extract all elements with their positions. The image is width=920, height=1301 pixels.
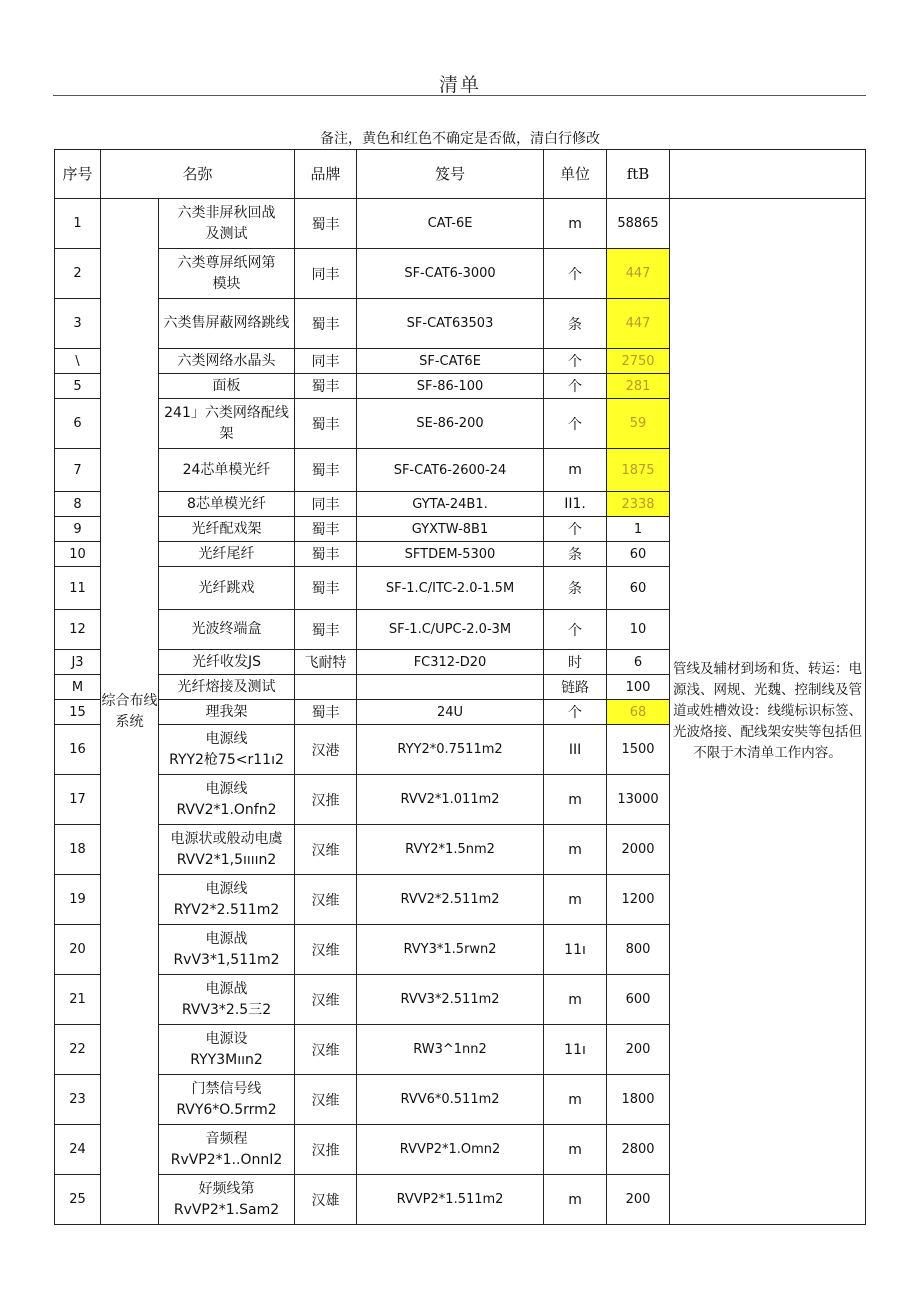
seq-cell: 11 [55,567,101,610]
item-name-cell: 24芯单模光纤 [159,449,295,492]
seq-cell: 9 [55,517,101,542]
seq-cell: 20 [55,925,101,975]
model-cell: GYTA-24B1. [357,492,544,517]
model-cell: RVY3*1.5rwn2 [357,925,544,975]
qty-cell: 1200 [607,875,670,925]
unit-cell: 时 [544,650,607,675]
unit-cell: 个 [544,700,607,725]
unit-cell: 个 [544,399,607,449]
qty-cell: 1500 [607,725,670,775]
brand-cell: 汉维 [295,975,357,1025]
model-cell [357,675,544,700]
qty-cell: 2000 [607,825,670,875]
unit-cell: m [544,1125,607,1175]
model-cell: RVVP2*1.Omn2 [357,1125,544,1175]
seq-cell: 19 [55,875,101,925]
model-cell: SF-CAT6-2600-24 [357,449,544,492]
item-name-cell: 六类非屏秋回战 及测试 [159,199,295,249]
model-cell: CAT-6E [357,199,544,249]
model-cell: RVV6*0.511m2 [357,1075,544,1125]
qty-cell: 59 [607,399,670,449]
seq-cell: 10 [55,542,101,567]
qty-cell: 2338 [607,492,670,517]
item-name-cell: 光纤尾纤 [159,542,295,567]
model-cell: SF-86-100 [357,374,544,399]
brand-cell: 同丰 [295,249,357,299]
item-name-cell: 六类尊屏纸网第 模块 [159,249,295,299]
item-name-cell: 理我架 [159,700,295,725]
qty-cell: 1875 [607,449,670,492]
item-name-cell: 门禁信号线 RVY6*O.5rrm2 [159,1075,295,1125]
document-title: 清单 [438,74,481,96]
model-cell: RVVP2*1.511m2 [357,1175,544,1225]
model-cell: RVV3*2.511m2 [357,975,544,1025]
brand-cell: 汉推 [295,775,357,825]
seq-cell: 7 [55,449,101,492]
qty-cell: 10 [607,610,670,650]
item-name-cell: 电源线 RYV2*2.511m2 [159,875,295,925]
unit-cell: III [544,725,607,775]
seq-cell: 8 [55,492,101,517]
brand-cell: 蜀丰 [295,567,357,610]
seq-cell: J3 [55,650,101,675]
qty-cell: 1 [607,517,670,542]
unit-cell: 11ı [544,1025,607,1075]
item-name-cell: 六类网络水晶头 [159,349,295,374]
header-seq: 序号 [55,150,101,199]
qty-cell: 1800 [607,1075,670,1125]
brand-cell: 汉维 [295,875,357,925]
model-cell: 24U [357,700,544,725]
item-name-cell: 六类售屏蔽网络跳线 [159,299,295,349]
qty-cell: 2800 [607,1125,670,1175]
model-cell: SF-1.C/UPC-2.0-3M [357,610,544,650]
unit-cell: m [544,199,607,249]
category-cell: 综合布线系统 [101,199,159,1225]
unit-cell: m [544,1175,607,1225]
brand-cell: 蜀丰 [295,449,357,492]
qty-cell: 58865 [607,199,670,249]
seq-cell: 17 [55,775,101,825]
seq-cell: 6 [55,399,101,449]
unit-cell: 条 [544,542,607,567]
seq-cell: 2 [55,249,101,299]
item-name-cell: 光纤收发JS [159,650,295,675]
seq-cell: 18 [55,825,101,875]
item-name-cell: 电源状或般动电虞 RVV2*1,5ıııın2 [159,825,295,875]
unit-cell: 个 [544,374,607,399]
model-cell: SF-1.C/ITC-2.0-1.5M [357,567,544,610]
seq-cell: M [55,675,101,700]
brand-cell: 蜀丰 [295,610,357,650]
table-row [55,199,866,249]
model-cell: SF-CAT63503 [357,299,544,349]
header-row [55,150,866,199]
model-cell: GYXTW-8B1 [357,517,544,542]
seq-cell: 15 [55,700,101,725]
brand-cell: 汉维 [295,925,357,975]
brand-cell: 汉港 [295,725,357,775]
title-divider [53,95,866,96]
item-name-cell: 好频线第 RvVP2*1.Sam2 [159,1175,295,1225]
seq-cell: 3 [55,299,101,349]
unit-cell: m [544,975,607,1025]
unit-cell: 个 [544,517,607,542]
unit-cell: m [544,875,607,925]
qty-cell: 200 [607,1025,670,1075]
brand-cell: 蜀丰 [295,399,357,449]
item-name-cell: 电源设 RYY3Mıın2 [159,1025,295,1075]
model-cell: RVY2*1.5nm2 [357,825,544,875]
seq-cell: 22 [55,1025,101,1075]
seq-cell: 5 [55,374,101,399]
brand-cell: 汉维 [295,1075,357,1125]
qty-cell: 13000 [607,775,670,825]
brand-cell: 汉推 [295,1125,357,1175]
qty-cell: 100 [607,675,670,700]
header-model: 笈号 [357,150,544,199]
item-name-cell: 电源战 RvV3*1,511m2 [159,925,295,975]
seq-cell: 12 [55,610,101,650]
seq-cell: 16 [55,725,101,775]
brand-cell: 汉雄 [295,1175,357,1225]
header-unit: 单位 [544,150,607,199]
remarks-cell: 管线及辅材到场和货、转运：电源浅、网规、光魏、控制线及管道或姓槽效设：线缆标识标签、光波烙接、配线架安奘等包括但不限于木清单工作内容。 [670,199,866,1225]
unit-cell: 个 [544,249,607,299]
model-cell: RYY2*0.7511m2 [357,725,544,775]
inventory-table [54,149,866,1225]
brand-cell: 汉维 [295,1025,357,1075]
seq-cell: 23 [55,1075,101,1125]
brand-cell: 飞耐特 [295,650,357,675]
unit-cell: 11ı [544,925,607,975]
model-cell: SFTDEM-5300 [357,542,544,567]
brand-cell [295,675,357,700]
model-cell: SF-CAT6E [357,349,544,374]
unit-cell: II1. [544,492,607,517]
brand-cell: 蜀丰 [295,517,357,542]
brand-cell: 蜀丰 [295,299,357,349]
item-name-cell: 电源战 RVV3*2.5三2 [159,975,295,1025]
item-name-cell: 8芯单模光纤 [159,492,295,517]
item-name-cell: 面板 [159,374,295,399]
unit-cell: 链路 [544,675,607,700]
item-name-cell: 光纤配戏架 [159,517,295,542]
qty-cell: 281 [607,374,670,399]
item-name-cell: 电源线 RYY2枪75<r11ı2 [159,725,295,775]
unit-cell: 条 [544,567,607,610]
model-cell: FC312-D20 [357,650,544,675]
qty-cell: 6 [607,650,670,675]
model-cell: RVV2*1.011m2 [357,775,544,825]
brand-cell: 蜀丰 [295,542,357,567]
qty-cell: 60 [607,567,670,610]
item-name-cell: 光波终端盒 [159,610,295,650]
qty-cell: 200 [607,1175,670,1225]
unit-cell: 条 [544,299,607,349]
header-qty: ftB [607,150,670,199]
item-name-cell: 光纤跳戏 [159,567,295,610]
qty-cell: 68 [607,700,670,725]
brand-cell: 汉维 [295,825,357,875]
seq-cell: 25 [55,1175,101,1225]
seq-cell: 21 [55,975,101,1025]
brand-cell: 蜀丰 [295,199,357,249]
item-name-cell: 音频程 RvVP2*1..OnnI2 [159,1125,295,1175]
item-name-cell: 241」六类网络配线 架 [159,399,295,449]
model-cell: RVV2*2.511m2 [357,875,544,925]
qty-cell: 447 [607,249,670,299]
brand-cell: 蜀丰 [295,700,357,725]
unit-cell: m [544,825,607,875]
unit-cell: m [544,449,607,492]
model-cell: SE-86-200 [357,399,544,449]
header-name: 名弥 [101,150,295,199]
note-text: 备注，黄色和红色不确定是否做，清白行修改 [320,131,600,147]
qty-cell: 447 [607,299,670,349]
unit-cell: m [544,775,607,825]
brand-cell: 同丰 [295,492,357,517]
seq-cell: 24 [55,1125,101,1175]
brand-cell: 同丰 [295,349,357,374]
brand-cell: 蜀丰 [295,374,357,399]
model-cell: RW3^1nn2 [357,1025,544,1075]
unit-cell: 个 [544,610,607,650]
seq-cell: 1 [55,199,101,249]
qty-cell: 60 [607,542,670,567]
header-remarks [670,150,866,199]
qty-cell: 800 [607,925,670,975]
seq-cell: \ [55,349,101,374]
qty-cell: 600 [607,975,670,1025]
item-name-cell: 光纤熔接及测试 [159,675,295,700]
qty-cell: 2750 [607,349,670,374]
header-brand: 品牌 [295,150,357,199]
item-name-cell: 电源线 RVV2*1.Onfn2 [159,775,295,825]
unit-cell: 个 [544,349,607,374]
unit-cell: m [544,1075,607,1125]
model-cell: SF-CAT6-3000 [357,249,544,299]
